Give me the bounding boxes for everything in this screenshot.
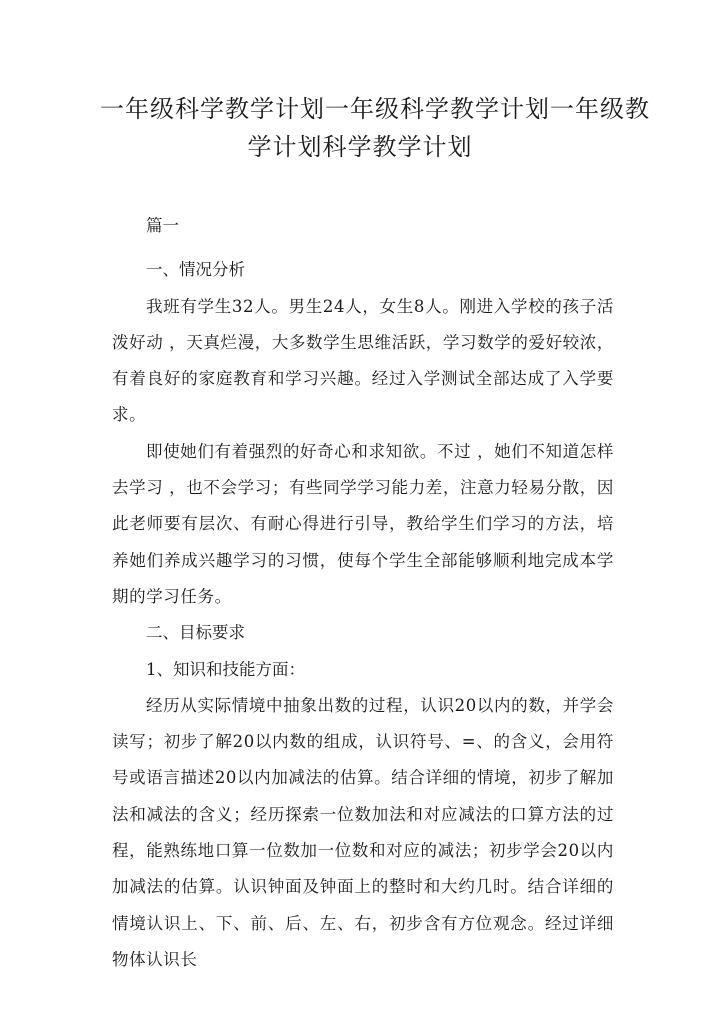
paragraph-learning-guidance: 即使她们有着强烈的好奇心和求知欲。不过 ，她们不知道怎样去学习 ，也不会学习；有些同学学习能力差，注意力轻易分散，因此老师要有层次、有耐心得进行引导，教给学生们学习的方法，培养她们养成兴趣学习的习惯，使每个学生全部能够顺利地完成本学期的学习任务。 <box>112 441 614 606</box>
paragraph-class-overview: 我班有学生32人。男生24人，女生8人。刚进入学校的孩子活泼好动 ，天真烂漫，大多数学生思维活跃，学习数学的爱好较浓，有着良好的家庭教育和学习兴趣。经过入学测试全部达成了入学要求。 <box>112 296 614 425</box>
heading-goals: 二、目标要求 <box>146 623 245 643</box>
document-body <box>112 208 614 978</box>
paragraph-knowledge-skills: 经历从实际情境中抽象出数的过程，认识20以内的数，并学会读写；初步了解20以内数的组成，认识符号、=、的含义，会用符号或语言描述20以内加减法的估算。结合详细的情境，初步了解加法和减法的含义；经历探索一位数加法和对应减法的口算方法的过程，能熟练地口算一位数加一位数和对应的减法；初步学会20以内加减法的估算。认识钟面及钟面上的整时和大约几时。结合详细的情境认识上、下、前、后、左、右，初步含有方位观念。经过详细物体认识长 <box>112 695 614 969</box>
subheading-knowledge-skills: 1、知识和技能方面： <box>146 659 305 679</box>
title-line-1: 一年级科学教学计划一年级科学教学计划一年级教 <box>100 95 650 123</box>
document-title <box>100 90 650 166</box>
title-line-2: 学计划科学教学计划 <box>247 133 473 161</box>
section-label: 篇一 <box>146 216 179 235</box>
heading-situation-analysis: 一、情况分析 <box>146 260 245 280</box>
